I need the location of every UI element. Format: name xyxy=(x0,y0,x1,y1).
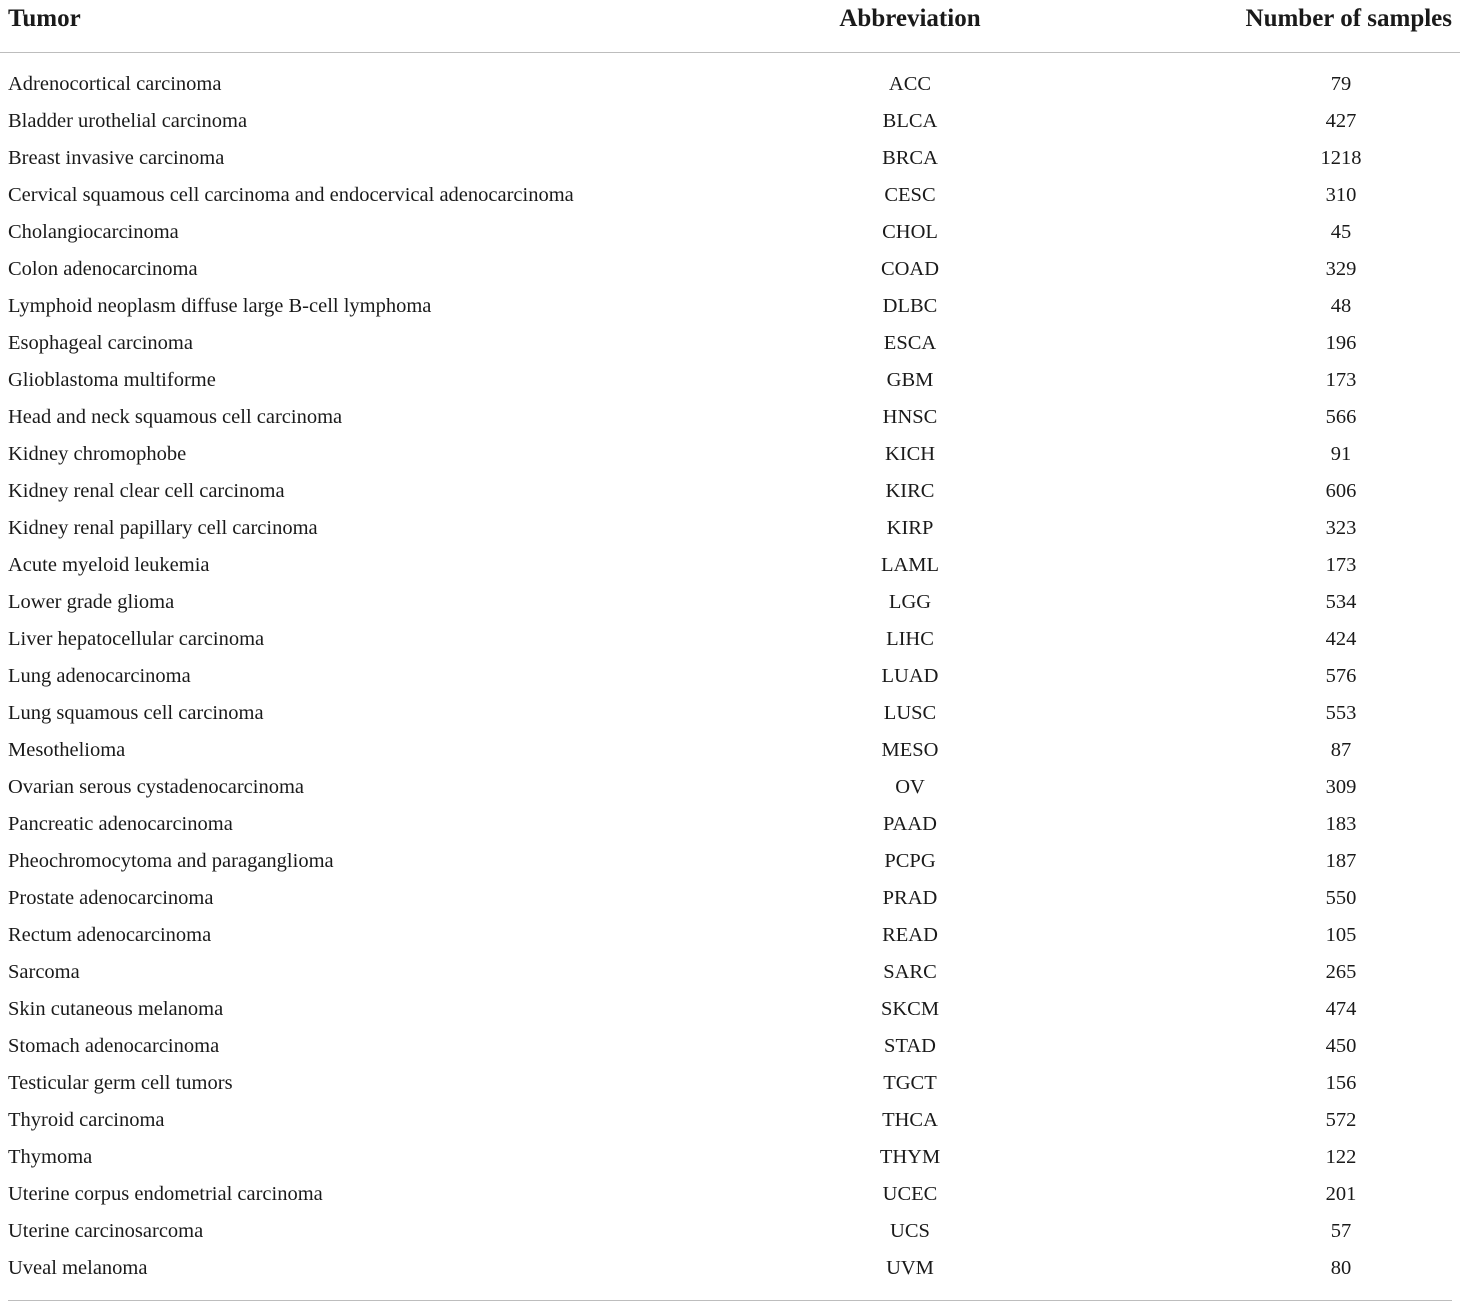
cell-tumor: Prostate adenocarcinoma xyxy=(8,887,214,909)
cell-tumor: Cholangiocarcinoma xyxy=(8,221,179,243)
table-row xyxy=(0,1064,1460,1101)
cell-tumor: Uveal melanoma xyxy=(8,1257,148,1279)
table-row xyxy=(0,916,1460,953)
cell-tumor: Colon adenocarcinoma xyxy=(8,258,198,280)
cell-number-of-samples: 173 xyxy=(1325,554,1357,576)
cell-tumor: Ovarian serous cystadenocarcinoma xyxy=(8,776,304,798)
table-row xyxy=(0,805,1460,842)
cell-number-of-samples: 553 xyxy=(1325,702,1357,724)
cell-tumor: Kidney chromophobe xyxy=(8,443,187,465)
cell-number-of-samples: 201 xyxy=(1325,1183,1357,1205)
cell-tumor: Lung squamous cell carcinoma xyxy=(8,702,264,724)
cell-number-of-samples: 309 xyxy=(1325,776,1357,798)
cell-number-of-samples: 265 xyxy=(1325,961,1357,983)
table-row xyxy=(0,250,1460,287)
cell-number-of-samples: 173 xyxy=(1325,369,1357,391)
table-row xyxy=(0,990,1460,1027)
cell-tumor: Kidney renal papillary cell carcinoma xyxy=(8,517,318,539)
cell-tumor: Uterine carcinosarcoma xyxy=(8,1220,204,1242)
cell-number-of-samples: 450 xyxy=(1325,1035,1357,1057)
table-row xyxy=(0,361,1460,398)
cell-number-of-samples: 87 xyxy=(1330,739,1352,761)
cell-number-of-samples: 79 xyxy=(1330,73,1352,95)
cell-number-of-samples: 534 xyxy=(1325,591,1357,613)
cell-number-of-samples: 310 xyxy=(1325,184,1357,206)
table-row xyxy=(0,1249,1460,1286)
cell-abbreviation: OV xyxy=(895,776,925,798)
table-row xyxy=(0,139,1460,176)
table-body xyxy=(0,65,1460,1286)
cell-number-of-samples: 122 xyxy=(1325,1146,1357,1168)
cell-abbreviation: KICH xyxy=(884,443,936,465)
cell-abbreviation: LAML xyxy=(880,554,940,576)
cell-abbreviation: PAAD xyxy=(883,813,937,835)
cell-tumor: Breast invasive carcinoma xyxy=(8,147,225,169)
cell-number-of-samples: 572 xyxy=(1325,1109,1357,1131)
cell-abbreviation: UCEC xyxy=(882,1183,938,1205)
cell-tumor: Mesothelioma xyxy=(8,739,126,761)
cell-tumor: Cervical squamous cell carcinoma and endocervical adenocarcinoma xyxy=(8,184,574,206)
cell-tumor: Bladder urothelial carcinoma xyxy=(8,110,248,132)
cell-number-of-samples: 550 xyxy=(1325,887,1357,909)
table-row xyxy=(0,435,1460,472)
cell-abbreviation: UCS xyxy=(890,1220,930,1242)
cell-number-of-samples: 323 xyxy=(1325,517,1357,539)
cell-number-of-samples: 196 xyxy=(1325,332,1357,354)
cell-tumor: Liver hepatocellular carcinoma xyxy=(8,628,265,650)
table-row xyxy=(0,287,1460,324)
cell-number-of-samples: 606 xyxy=(1325,480,1357,502)
cell-tumor: Thymoma xyxy=(8,1146,93,1168)
cell-abbreviation: STAD xyxy=(884,1035,936,1057)
table-row xyxy=(0,583,1460,620)
cell-number-of-samples: 329 xyxy=(1325,258,1357,280)
cell-tumor: Esophageal carcinoma xyxy=(8,332,193,354)
cell-tumor: Stomach adenocarcinoma xyxy=(8,1035,220,1057)
cell-tumor: Pheochromocytoma and paraganglioma xyxy=(8,850,334,872)
cell-abbreviation: PRAD xyxy=(882,887,938,909)
table-header-row xyxy=(0,0,1460,53)
cell-abbreviation: SARC xyxy=(883,961,937,983)
cell-abbreviation: TGCT xyxy=(883,1072,937,1094)
cell-abbreviation: CESC xyxy=(884,184,936,206)
cell-tumor: Pancreatic adenocarcinoma xyxy=(8,813,233,835)
cell-number-of-samples: 576 xyxy=(1325,665,1357,687)
cell-tumor: Lower grade glioma xyxy=(8,591,175,613)
cell-number-of-samples: 474 xyxy=(1325,998,1357,1020)
cell-abbreviation: READ xyxy=(882,924,938,946)
cell-tumor: Lung adenocarcinoma xyxy=(8,665,191,687)
table-row xyxy=(0,842,1460,879)
cell-tumor: Thyroid carcinoma xyxy=(8,1109,165,1131)
header-tumor: Tumor xyxy=(8,5,81,32)
cell-abbreviation: LIHC xyxy=(886,628,934,650)
cell-number-of-samples: 187 xyxy=(1325,850,1357,872)
cell-abbreviation: UVM xyxy=(886,1257,934,1279)
table-row xyxy=(0,1101,1460,1138)
header-number-of-samples: Number of samples xyxy=(1245,5,1452,32)
table-row xyxy=(0,398,1460,435)
cell-tumor: Glioblastoma multiforme xyxy=(8,369,216,391)
cell-number-of-samples: 424 xyxy=(1325,628,1357,650)
cell-tumor: Acute myeloid leukemia xyxy=(8,554,210,576)
table-row xyxy=(0,509,1460,546)
cell-number-of-samples: 183 xyxy=(1325,813,1357,835)
cell-abbreviation: KIRC xyxy=(885,480,935,502)
table-row xyxy=(0,102,1460,139)
cell-tumor: Adrenocortical carcinoma xyxy=(8,73,222,95)
cell-number-of-samples: 48 xyxy=(1330,295,1352,317)
table-row xyxy=(0,768,1460,805)
cell-tumor: Uterine corpus endometrial carcinoma xyxy=(8,1183,323,1205)
table-row xyxy=(0,879,1460,916)
cell-abbreviation: LUAD xyxy=(881,665,939,687)
cell-number-of-samples: 80 xyxy=(1330,1257,1352,1279)
cell-tumor: Testicular germ cell tumors xyxy=(8,1072,233,1094)
cell-abbreviation: BLCA xyxy=(882,110,938,132)
cell-abbreviation: LUSC xyxy=(883,702,937,724)
cell-abbreviation: PCPG xyxy=(884,850,936,872)
cell-number-of-samples: 57 xyxy=(1330,1220,1352,1242)
cell-number-of-samples: 156 xyxy=(1325,1072,1357,1094)
cell-abbreviation: ESCA xyxy=(883,332,937,354)
table-row xyxy=(0,1138,1460,1175)
table-bottom-rule xyxy=(8,1300,1452,1301)
cell-abbreviation: COAD xyxy=(880,258,940,280)
table-row xyxy=(0,324,1460,361)
cell-tumor: Kidney renal clear cell carcinoma xyxy=(8,480,285,502)
table-row xyxy=(0,472,1460,509)
table-row xyxy=(0,657,1460,694)
header-abbreviation: Abbreviation xyxy=(839,5,981,32)
table-row xyxy=(0,546,1460,583)
cell-tumor: Lymphoid neoplasm diffuse large B-cell lymphoma xyxy=(8,295,432,317)
cell-abbreviation: HNSC xyxy=(882,406,938,428)
cell-tumor: Rectum adenocarcinoma xyxy=(8,924,212,946)
table-row xyxy=(0,620,1460,657)
cell-number-of-samples: 91 xyxy=(1330,443,1352,465)
cell-abbreviation: MESO xyxy=(881,739,939,761)
table-row xyxy=(0,731,1460,768)
table-row xyxy=(0,694,1460,731)
cell-abbreviation: BRCA xyxy=(882,147,938,169)
cell-number-of-samples: 566 xyxy=(1325,406,1357,428)
table-row xyxy=(0,213,1460,250)
cell-abbreviation: KIRP xyxy=(886,517,934,539)
table-row xyxy=(0,176,1460,213)
cell-abbreviation: ACC xyxy=(888,73,932,95)
table-row xyxy=(0,1212,1460,1249)
cell-tumor: Head and neck squamous cell carcinoma xyxy=(8,406,343,428)
cell-abbreviation: DLBC xyxy=(882,295,938,317)
cell-abbreviation: SKCM xyxy=(880,998,940,1020)
cell-abbreviation: THCA xyxy=(882,1109,938,1131)
cell-abbreviation: LGG xyxy=(888,591,932,613)
table-row xyxy=(0,65,1460,102)
table-row xyxy=(0,1175,1460,1212)
cell-abbreviation: THYM xyxy=(879,1146,941,1168)
cell-abbreviation: CHOL xyxy=(882,221,938,243)
cell-number-of-samples: 45 xyxy=(1330,221,1352,243)
cell-tumor: Sarcoma xyxy=(8,961,80,983)
cell-number-of-samples: 427 xyxy=(1325,110,1357,132)
table-row xyxy=(0,953,1460,990)
cell-number-of-samples: 1218 xyxy=(1320,147,1362,169)
cell-number-of-samples: 105 xyxy=(1325,924,1357,946)
table-row xyxy=(0,1027,1460,1064)
cell-tumor: Skin cutaneous melanoma xyxy=(8,998,224,1020)
cell-abbreviation: GBM xyxy=(886,369,934,391)
